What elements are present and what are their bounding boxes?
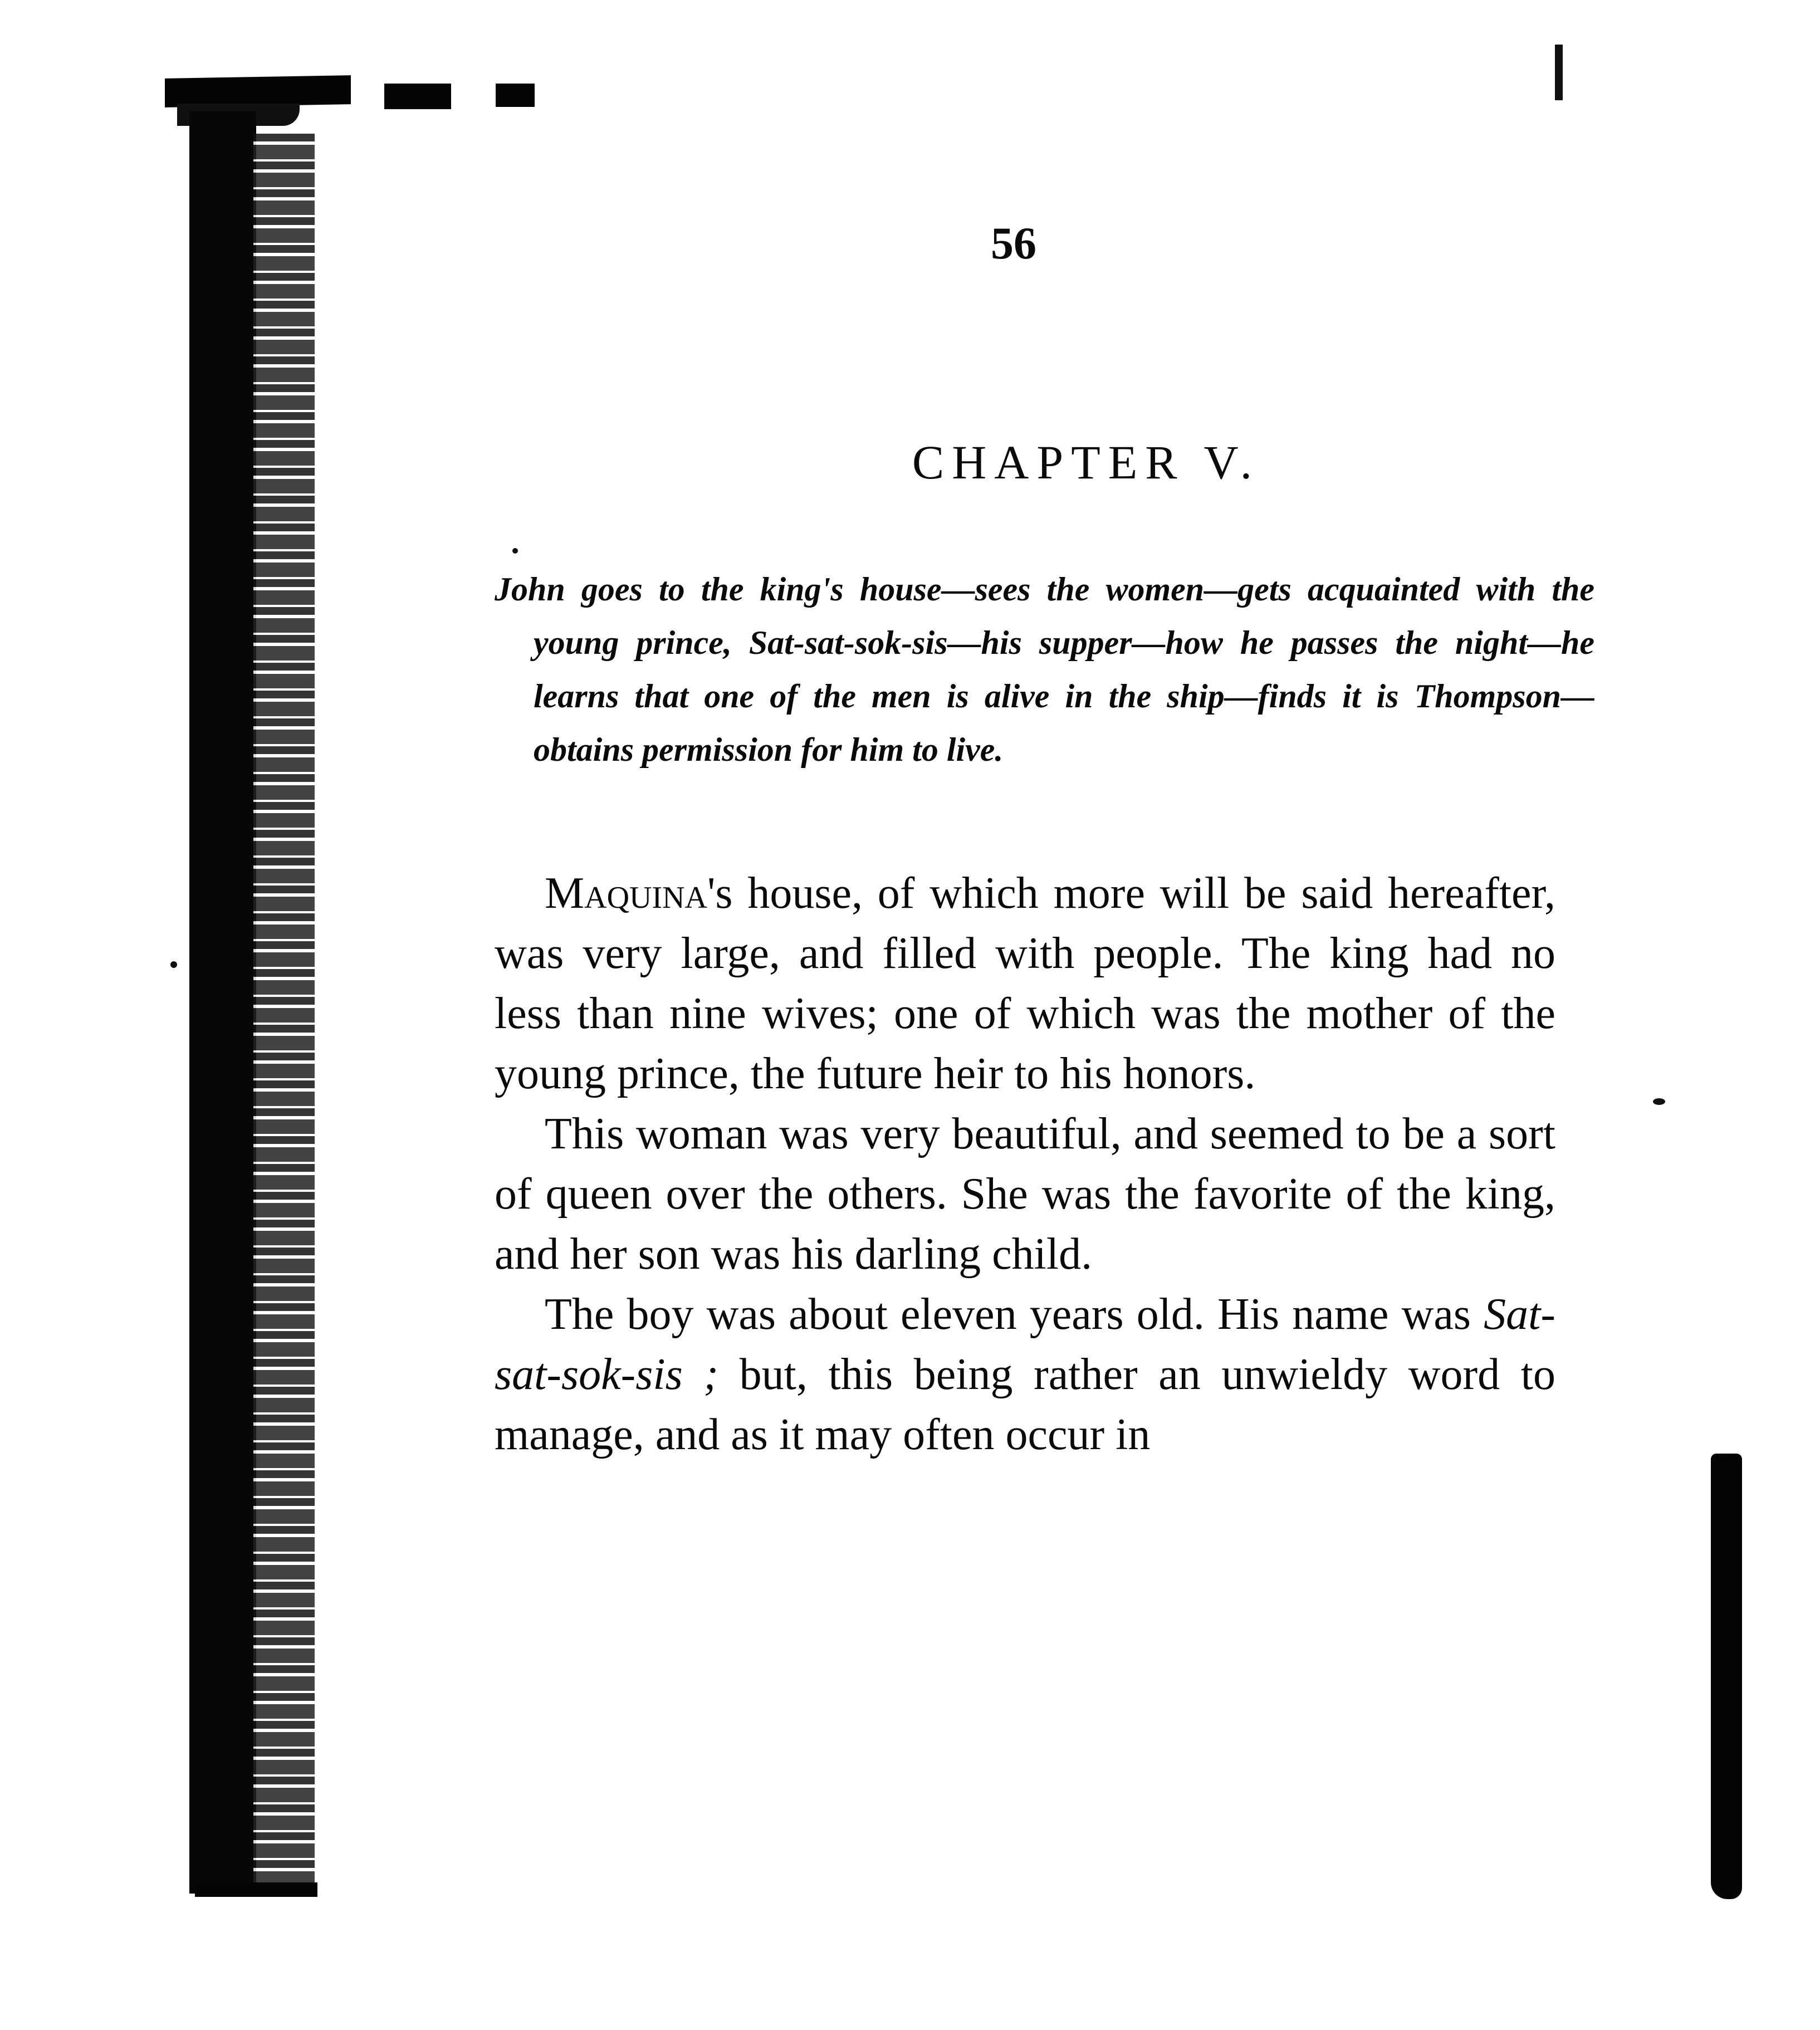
scan-speck <box>1653 1098 1665 1105</box>
page-number: 56 <box>991 218 1036 268</box>
chapter-summary: John goes to the king's house—sees the women—gets acquainted with the young prince, Sat-sat-sok-sis—his supper—how he passes the night—he learns that one of the men is alive in the ship—finds it is Thompson—obtains permission for him to live. <box>495 571 1594 768</box>
scan-artifact-right-tick <box>1555 45 1563 100</box>
scan-artifact-left-spine-edge <box>253 134 315 1894</box>
scan-artifact-right-bar <box>1711 1454 1742 1899</box>
paragraph-3-end: but, this being rather an unwieldy word to manage, and as it may often occur in <box>495 1350 1555 1459</box>
paragraph-1-text: 's house, of which more will be said hereafter, was very large, and filled with people. The king had no less than nine wives; one of which was the mother of the young prince, the future heir to his honors. <box>495 869 1555 1098</box>
paragraph-1 <box>495 863 1555 1104</box>
paragraph-3-start: The boy was about eleven years old. His name was <box>545 1290 1484 1339</box>
scan-artifact-top-bar <box>165 75 351 107</box>
chapter-title: CHAPTER V. <box>912 436 1260 489</box>
scan-speck <box>170 961 177 968</box>
scan-artifact-left-spine <box>189 111 256 1894</box>
body-text <box>495 863 1555 1465</box>
paragraph-2: This woman was very beautiful, and seemed to be a sort of queen over the others. She was the favorite of the king, and her son was his darling child. <box>495 1109 1555 1279</box>
scan-speck <box>512 548 518 554</box>
scan-artifact-left-spine-foot <box>195 1882 317 1897</box>
paragraph-3 <box>495 1284 1555 1465</box>
scan-artifact-dash <box>384 84 451 109</box>
scan-artifact-dash <box>496 84 535 107</box>
name-sat-sat-sok-sis: Sat-sat-sok-sis ; <box>495 1290 1555 1399</box>
name-maquina: Maquina <box>545 869 707 918</box>
